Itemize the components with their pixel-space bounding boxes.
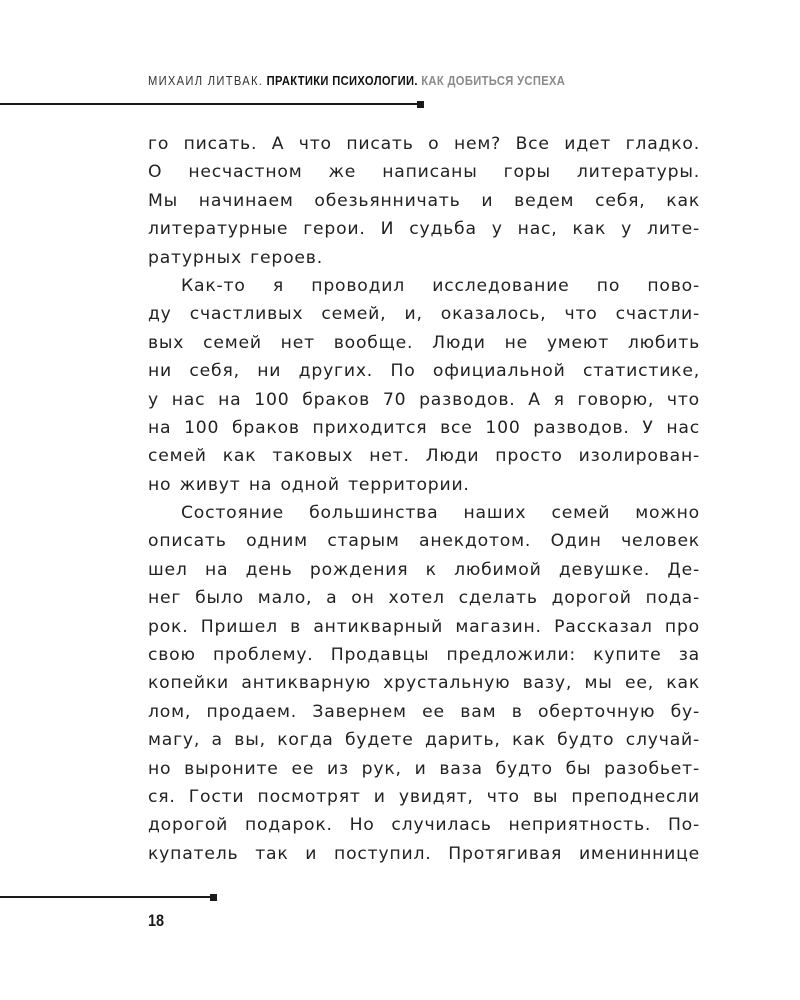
footer-rule	[0, 896, 214, 898]
text-line: копейки антикварную хрустальную вазу, мы ее, как	[148, 673, 700, 694]
text-line: литературные герои. И судьба у нас, как у лите-	[148, 219, 700, 240]
text-line: у нас на 100 браков 70 разводов. А я говорю, что	[148, 389, 700, 410]
header-subtitle: КАК ДОБИТЬСЯ УСПЕХА	[421, 73, 566, 88]
running-header	[148, 73, 565, 88]
text-line: Как-то я проводил исследование по пово-	[181, 275, 700, 296]
text-line: ся. Гости посмотрят и увидят, что вы преподнесли	[148, 786, 700, 807]
text-line: магу, а вы, когда будете дарить, как будто случай-	[148, 730, 700, 751]
text-line: купатель так и поступил. Протягивая имениннице	[148, 843, 700, 864]
text-line: на 100 браков приходится все 100 разводов. У нас	[148, 417, 700, 438]
text-line: описать одним старым анекдотом. Один человек	[148, 531, 700, 552]
header-rule	[0, 103, 420, 105]
text-line: Состояние большинства наших семей можно	[181, 503, 700, 524]
page-number: 18	[148, 911, 165, 930]
text-line: вых семей нет вообще. Люди не умеют любить	[148, 332, 700, 353]
text-line: лом, продаем. Завернем ее вам в оберточную бу-	[148, 701, 700, 722]
text-line: ни себя, ни других. По официальной статистике,	[148, 361, 700, 382]
body-text	[148, 130, 700, 868]
text-line: семей как таковых нет. Люди просто изолирован-	[148, 446, 700, 467]
text-line: Мы начинаем обезьянничать и ведем себя, как	[148, 190, 700, 211]
text-line: шел на день рождения к любимой девушке. Де-	[148, 559, 700, 580]
text-line: го писать. А что писать о нем? Все идет гладко.	[148, 134, 700, 154]
header-title: ПРАКТИКИ ПСИХОЛОГИИ.	[266, 73, 418, 88]
text-line: ду счастливых семей, и, оказалось, что счастли-	[148, 304, 700, 325]
text-line: ратурных героев.	[148, 247, 323, 268]
header-rule-end-mark	[417, 101, 424, 108]
footer-rule-end-mark	[210, 894, 217, 901]
header-author: МИХАИЛ ЛИТВАК.	[148, 73, 264, 88]
text-line: рок. Пришел в антикварный магазин. Рассказал про	[148, 616, 700, 637]
text-line: дорогой подарок. Но случилась неприятность. По-	[148, 815, 700, 836]
text-line: нег было мало, а он хотел сделать дорогой пода-	[148, 588, 700, 609]
text-line: свою проблему. Продавцы предложили: купите за	[148, 645, 700, 666]
text-line: О несчастном же написаны горы литературы.	[148, 162, 700, 183]
text-line: но выроните ее из рук, и ваза будто бы разобьет-	[148, 758, 700, 779]
text-line: но живут на одной территории.	[148, 474, 470, 495]
